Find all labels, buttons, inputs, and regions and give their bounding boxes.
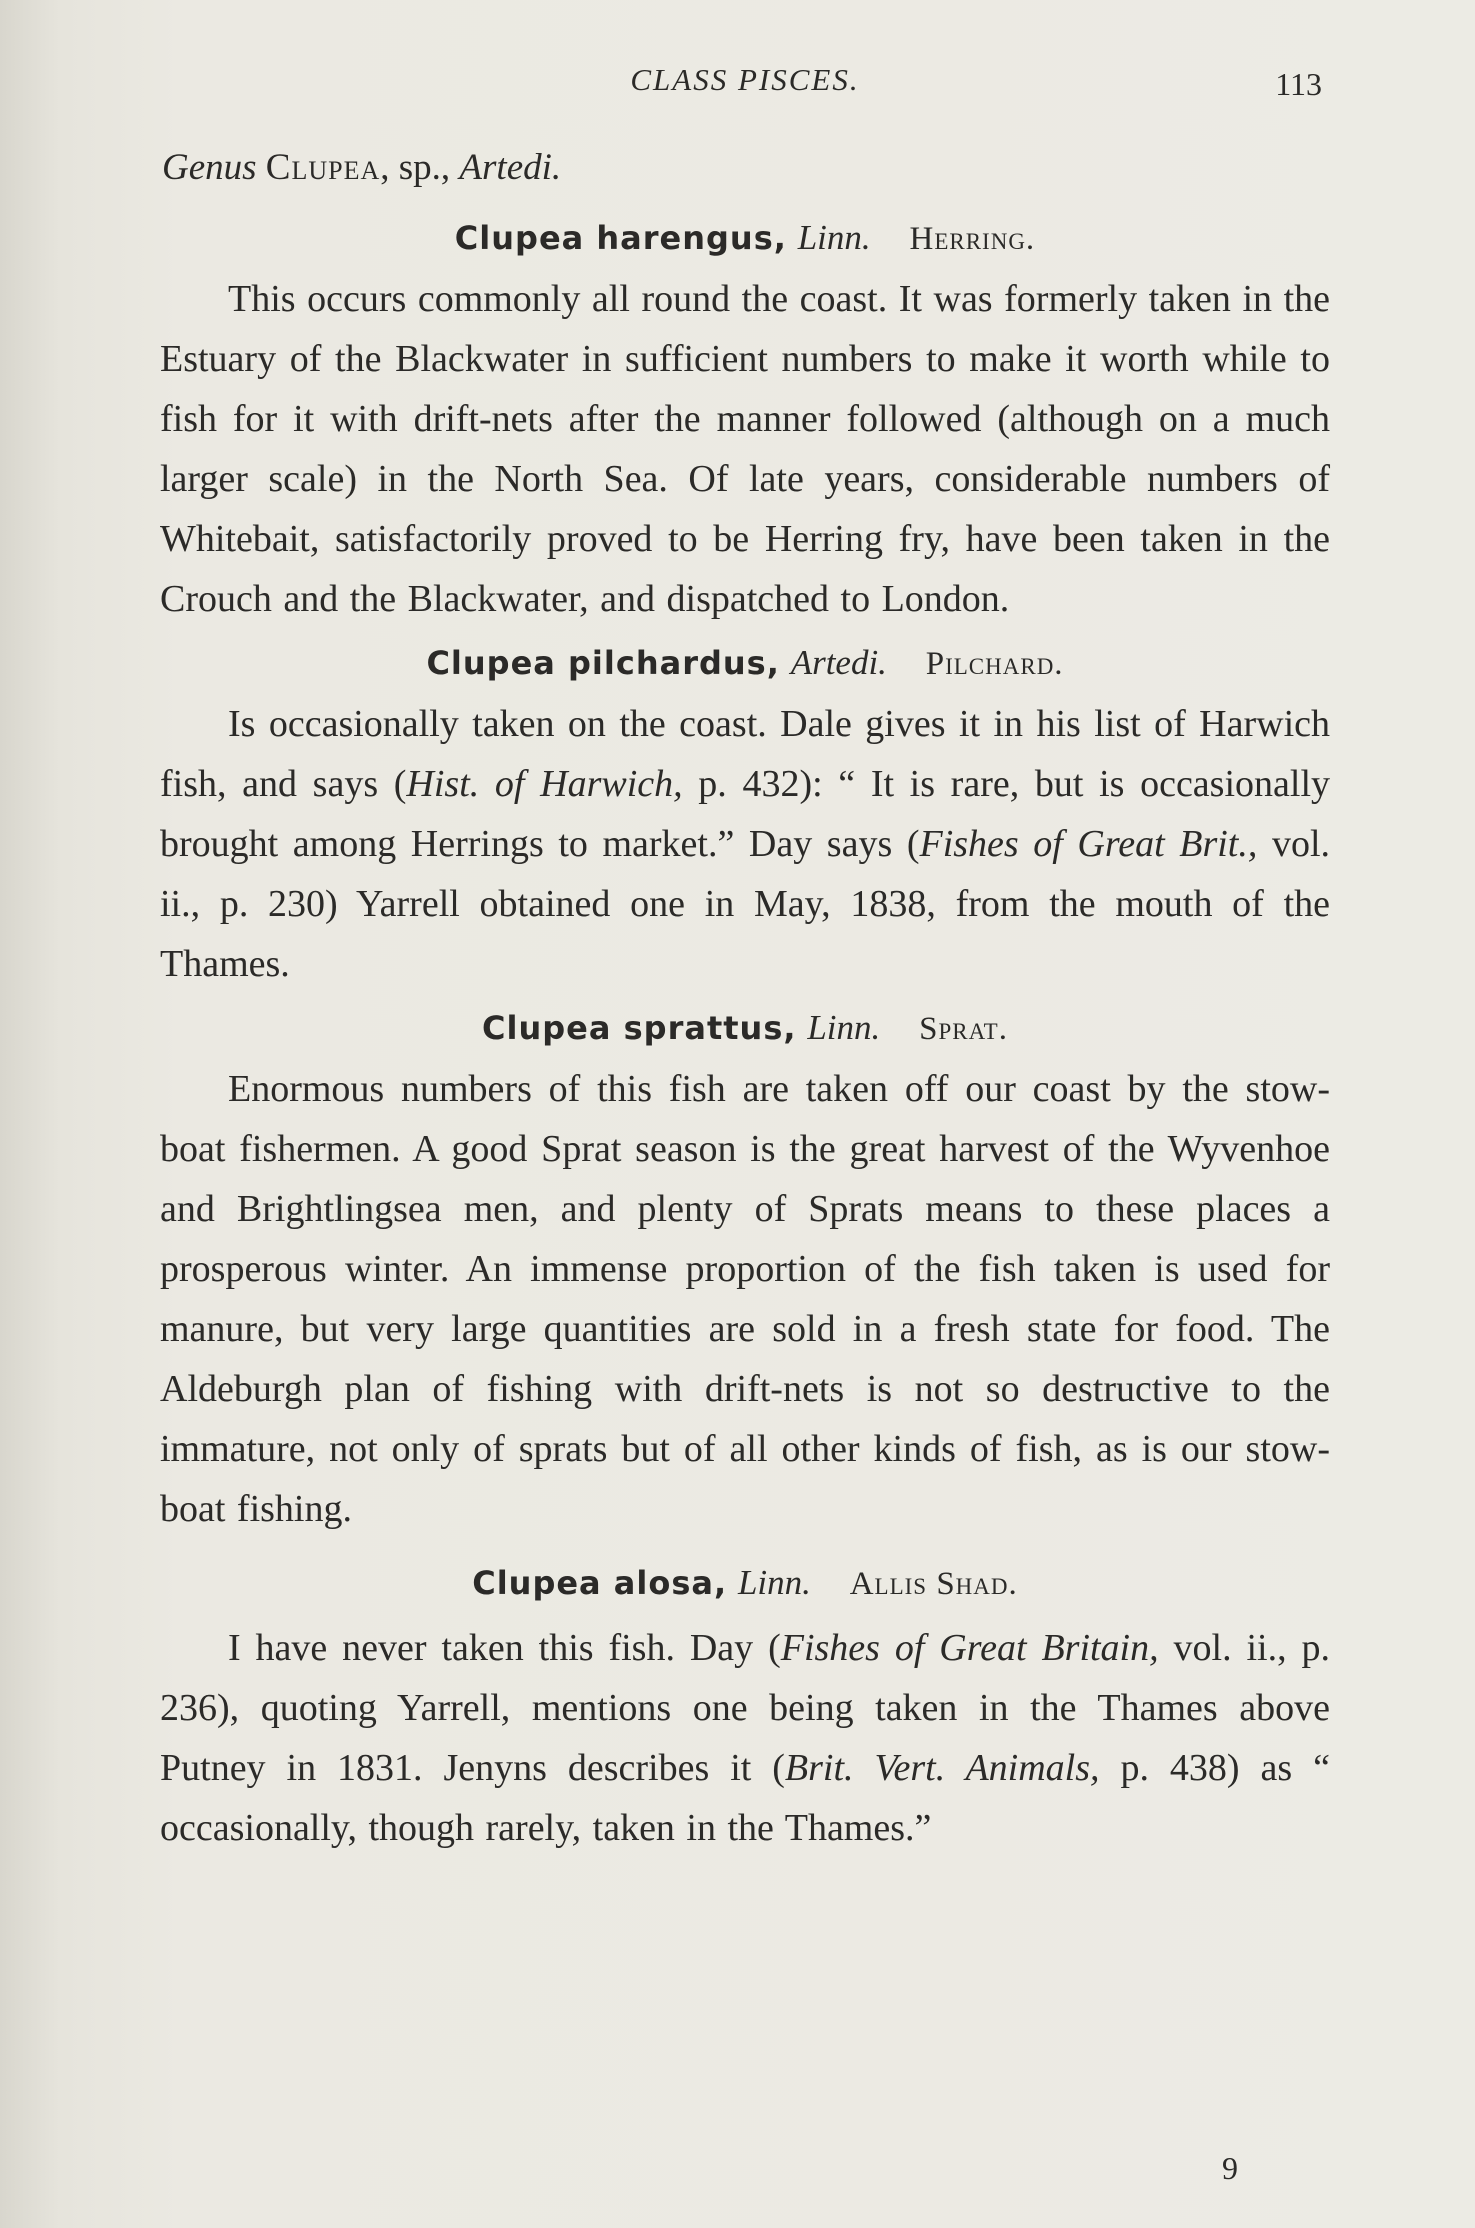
page-number: 113 (1275, 66, 1322, 102)
paragraph-sprat: Enormous numbers of this fish are taken off our coast by the stow-boat fishermen. A good Sprat season is the great harvest of the Wyvenhoe and Brightlingsea men, and plenty of Sprats means to these places a prosperous winter. An immense proportion of the fish taken is used for manure, but very large quantities are sold in a fresh state for food. The Aldeburgh plan of fishing with drift-nets is not so destructive to the immature, not only of sprats but of all other kinds of fish, as is our stow-boat fishing. (160, 1068, 1330, 1530)
signature-mark: 9 (1222, 2150, 1238, 2186)
species-heading-allis-shad (160, 1553, 1330, 1614)
species-heading-sprat (160, 998, 1330, 1059)
citation-title: Fishes of Great Britain, (780, 1627, 1159, 1669)
text-run: I have never taken this fish. Day ( (228, 1627, 781, 1669)
paragraph-allis-shad (160, 1618, 1330, 1858)
species-name: Clupea pilchardus, (426, 644, 780, 682)
genus-name: Clupea (265, 147, 381, 188)
text-run: Is occasionally taken on the coast. Dale gives it in his list of Harwich fish, and says ( (160, 703, 1330, 805)
species-author: Linn. (737, 1563, 811, 1602)
text-run: p. 438) as “ occasionally, though rarely, taken in the Thames.” (160, 1747, 1331, 1849)
common-name: Herring. (909, 221, 1036, 257)
genus-label: Genus (162, 147, 257, 188)
species-name: Clupea alosa, (472, 1564, 728, 1602)
paragraph-herring: This occurs commonly all round the coast. It was formerly taken in the Estuary of the Blackwater in sufficient numbers to make it worth while to fish for it with drift-nets after the manner followed (although on a much larger scale) in the North Sea. Of late years, considerable numbers of Whitebait, satisfactorily proved to be Herring fry, have been taken in the Crouch and the Blackwater, and dispatched to London. (160, 278, 1330, 620)
common-name: Allis Shad. (849, 1566, 1018, 1602)
species-author: Linn. (807, 1008, 881, 1047)
text-block (160, 138, 1330, 1858)
common-name: Sprat. (919, 1011, 1008, 1047)
species-name: Clupea harengus, (454, 219, 787, 257)
species-name: Clupea sprattus, (482, 1009, 797, 1047)
genus-heading (162, 138, 1330, 198)
species-heading-herring (160, 208, 1330, 269)
text-run: vol. ii., p. 230) Yarrell obtained one in May, 1838, from the mouth of the Thames. (160, 823, 1330, 985)
common-name: Pilchard. (925, 646, 1064, 682)
species-author: Artedi. (790, 643, 887, 682)
citation-title: Fishes of Great Brit., (919, 823, 1258, 865)
running-head (160, 62, 1330, 112)
genus-abbr: , sp., (380, 147, 460, 188)
running-title: CLASS PISCES. (630, 62, 860, 97)
genus-author: Artedi. (459, 147, 562, 188)
text-run: p. 432): “ It is rare, but is occasionally brought among Herrings to market.” Day says ( (160, 763, 1331, 865)
species-author: Linn. (797, 218, 871, 257)
species-heading-pilchard (160, 633, 1330, 694)
paragraph-pilchard (160, 694, 1330, 994)
citation-title: Hist. of Harwich, (406, 763, 683, 805)
text-run: vol. ii., p. 236), quoting Yarrell, mentions one being taken in the Thames above Putney in 1831. Jenyns describes it ( (160, 1627, 1330, 1789)
citation-title: Brit. Vert. Animals, (784, 1747, 1100, 1789)
